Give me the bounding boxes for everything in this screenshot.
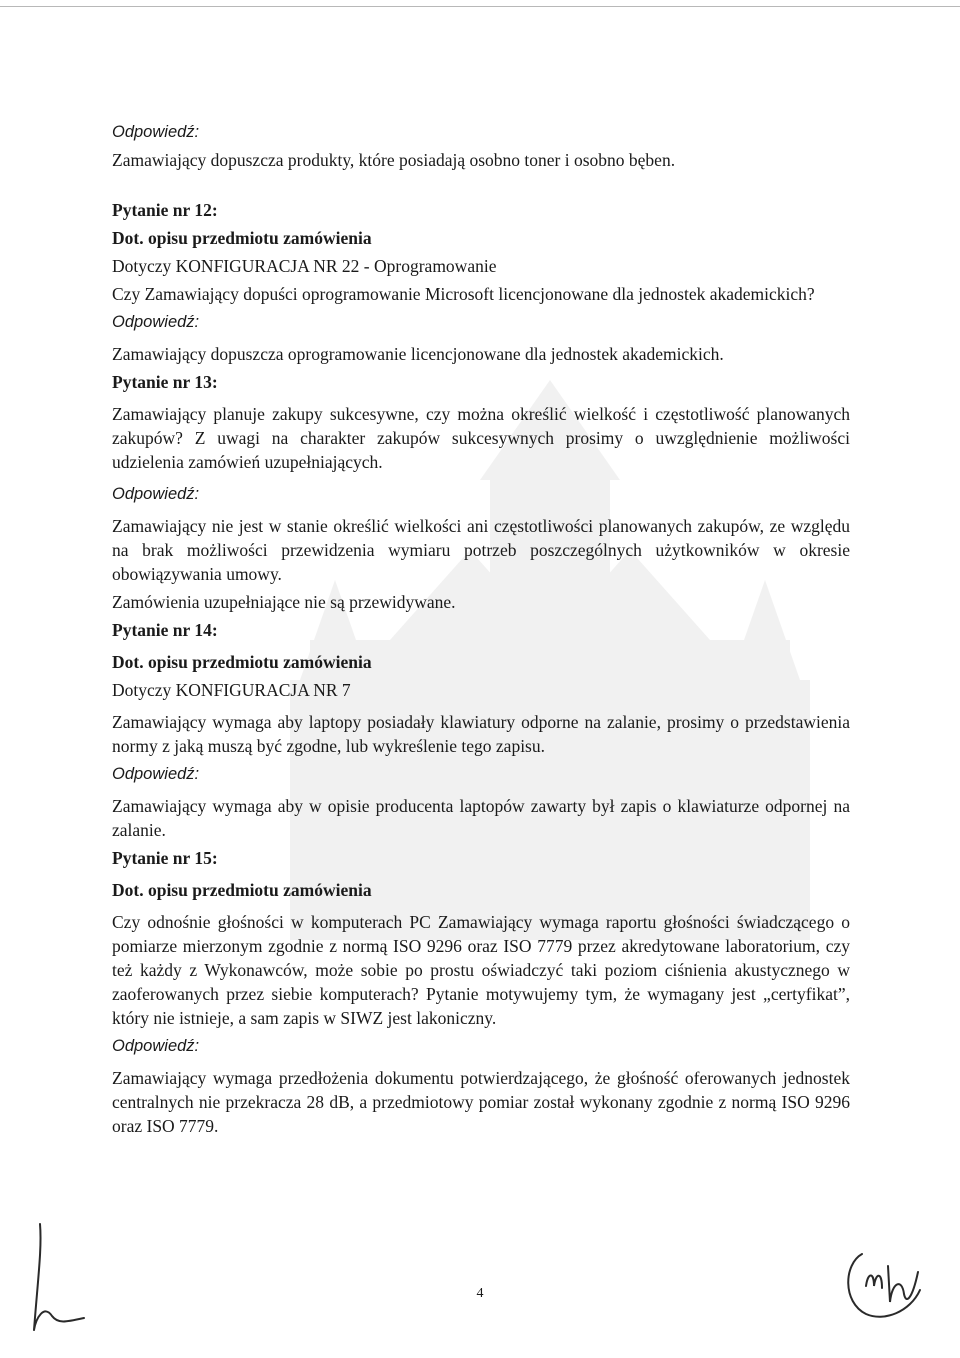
section-reference: Dot. opisu przedmiotu zamówienia (112, 652, 372, 672)
handwritten-initials-icon (840, 1242, 930, 1324)
answer-text: Zamawiający dopuszcza produkty, które posiadają osobno toner i osobno bęben. (112, 150, 676, 170)
section-reference: Dot. opisu przedmiotu zamówienia (112, 228, 372, 248)
top-rule (0, 6, 960, 7)
answer-text: Zamawiający wymaga przedłożenia dokumentu potwierdzającego, że głośność oferowanych jednostek centralnych nie przekracza 28 dB, a przedmiotowy pomiar został wykonany zgodnie z normą ISO 9296 oraz ISO 7779. (112, 1068, 850, 1136)
configuration-reference: Dotyczy KONFIGURACJA NR 22 - Oprogramowanie (112, 256, 497, 276)
answer-text: Zamówienia uzupełniające nie są przewidywane. (112, 592, 456, 612)
answer-label: Odpowiedź: (112, 485, 200, 503)
answer-label: Odpowiedź: (112, 1037, 200, 1055)
answer-label: Odpowiedź: (112, 313, 200, 331)
question-text: Czy Zamawiający dopuści oprogramowanie Microsoft licencjonowane dla jednostek akademickich? (112, 284, 815, 304)
section-reference: Dot. opisu przedmiotu zamówienia (112, 880, 372, 900)
question-heading: Pytanie nr 14: (112, 620, 218, 640)
answer-text: Zamawiający wymaga aby w opisie producenta laptopów zawarty był zapis o klawiaturze odpornej na zalanie. (112, 796, 850, 840)
handwritten-signature-icon (22, 1218, 102, 1338)
answer-text: Zamawiający nie jest w stanie określić wielkości ani częstotliwości planowanych zakupów, ze względu na brak możliwości przewidzenia wymiaru potrzeb poszczególnych użytkowników w okresie obowiązywania umowy. (112, 516, 850, 584)
configuration-reference: Dotyczy KONFIGURACJA NR 7 (112, 680, 351, 700)
answer-text: Zamawiający dopuszcza oprogramowanie licencjonowane dla jednostek akademickich. (112, 344, 724, 364)
answer-label: Odpowiedź: (112, 123, 200, 141)
question-text: Zamawiający planuje zakupy sukcesywne, czy można określić wielkość i częstotliwość planowanych zakupów? Z uwagi na charakter zakupów sukcesywnych prosimy o uwzględnienie możliwości udzielenia zamówień uzupełniających. (112, 404, 850, 472)
question-heading: Pytanie nr 13: (112, 372, 218, 392)
document-body (112, 120, 850, 1138)
question-heading: Pytanie nr 15: (112, 848, 218, 868)
question-text: Zamawiający wymaga aby laptopy posiadały klawiatury odporne na zalanie, prosimy o przedstawienia normy z jaką muszą być zgodne, lub wykreślenie tego zapisu. (112, 712, 850, 756)
question-text: Czy odnośnie głośności w komputerach PC Zamawiający wymaga raportu głośności świadczącego o pomiarze mierzonym zgodnie z normą ISO 9296 oraz ISO 7779 przez akredytowane laboratorium, czy też każdy z Wykonawców, może sobie po prostu oświadczyć taki poziom ciśnienia akustycznego w zaoferowanych przez siebie komputerach? Pytanie motywujemy tym, że wymagany jest „certyfikat”, który nie istnieje, a sam zapis w SIWZ jest lakoniczny. (112, 912, 850, 1028)
answer-label: Odpowiedź: (112, 765, 200, 783)
page-number: 4 (476, 1286, 484, 1301)
question-heading: Pytanie nr 12: (112, 200, 218, 220)
